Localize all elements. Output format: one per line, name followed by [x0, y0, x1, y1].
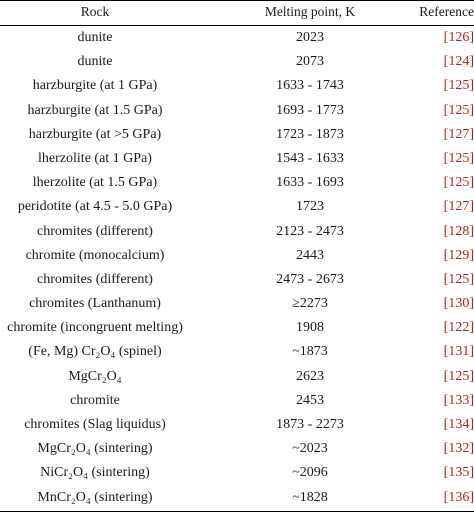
- reference-link[interactable]: [127]: [443, 126, 474, 142]
- melting-point-cell: 1873 - 2273: [276, 417, 344, 432]
- table-row: [0, 195, 474, 219]
- reference-link[interactable]: [133]: [443, 392, 474, 408]
- table-body: [0, 26, 474, 510]
- melting-point-cell: ~2096: [292, 465, 328, 481]
- melting-point-cell: ≥2273: [292, 296, 328, 312]
- melting-point-cell: 2073: [296, 54, 324, 70]
- table-row: [0, 340, 474, 364]
- rock-cell: harzburgite (at 1.5 GPa): [27, 102, 163, 118]
- melting-point-cell: 2623: [296, 368, 324, 384]
- rock-cell: chromite: [70, 392, 120, 408]
- table-row: [0, 74, 474, 98]
- reference-link[interactable]: [125]: [443, 102, 474, 118]
- melting-point-cell: 1693 - 1773: [276, 102, 344, 118]
- table-row: [0, 147, 474, 171]
- rock-cell: harzburgite (at 1 GPa): [32, 78, 158, 94]
- melting-point-cell: 1723: [296, 199, 324, 215]
- rock-cell: MgCr₂O₄: [68, 368, 122, 384]
- melting-point-cell: 1633 - 1693: [276, 175, 344, 191]
- reference-link[interactable]: [135]: [443, 465, 474, 481]
- table-row: [0, 99, 474, 123]
- rock-cell: (Fe, Mg) Cr₂O₄ (spinel): [28, 344, 162, 360]
- table-row: [0, 437, 474, 461]
- rock-cell: chromites (different): [37, 223, 153, 239]
- reference-link[interactable]: [125]: [443, 78, 474, 94]
- reference-link[interactable]: [131]: [443, 344, 474, 360]
- table-row: [0, 244, 474, 268]
- melting-point-cell: 2123 - 2473: [276, 223, 344, 239]
- table-row: [0, 292, 474, 316]
- table-row: [0, 268, 474, 292]
- reference-link[interactable]: [130]: [443, 296, 474, 312]
- reference-link[interactable]: [136]: [443, 489, 474, 505]
- rock-cell: MgCr₂O₄ (sintering): [37, 441, 153, 457]
- melting-point-cell: 1543 - 1633: [276, 150, 344, 166]
- table-row: [0, 413, 474, 437]
- reference-link[interactable]: [134]: [443, 417, 474, 432]
- rock-cell: lherzolite (at 1.5 GPa): [32, 175, 158, 191]
- table-header: [0, 0, 474, 25]
- rock-cell: NiCr₂O₄ (sintering): [40, 465, 150, 481]
- table-row: [0, 220, 474, 244]
- reference-link[interactable]: [128]: [443, 223, 474, 239]
- header-rock: Rock: [80, 4, 110, 19]
- reference-link[interactable]: [127]: [443, 199, 474, 215]
- header-melting-point: Melting point, K: [264, 4, 356, 19]
- reference-link[interactable]: [132]: [443, 441, 474, 457]
- melting-point-cell: 1723 - 1873: [276, 126, 344, 142]
- table-row: [0, 486, 474, 510]
- reference-link[interactable]: [129]: [443, 247, 474, 263]
- table-row: [0, 50, 474, 74]
- table-row: [0, 26, 474, 50]
- reference-link[interactable]: [125]: [443, 271, 474, 287]
- melting-point-cell: ~1873: [292, 344, 328, 360]
- melting-point-cell: 1633 - 1743: [276, 78, 344, 94]
- reference-link[interactable]: [124]: [443, 54, 474, 70]
- table-row: [0, 389, 474, 413]
- table-row: [0, 461, 474, 485]
- rock-cell: peridotite (at 4.5 - 5.0 GPa): [17, 199, 173, 215]
- rock-cell: dunite: [77, 30, 113, 45]
- melting-point-cell: 1908: [296, 320, 324, 336]
- rock-cell: chromites (different): [37, 271, 153, 287]
- reference-link[interactable]: [125]: [443, 150, 474, 166]
- rock-cell: harzburgite (at >5 GPa): [28, 126, 162, 142]
- melting-point-cell: ~1828: [292, 489, 328, 505]
- header-reference: Reference: [419, 4, 474, 19]
- table-row: [0, 171, 474, 195]
- melting-point-cell: 2473 - 2673: [276, 271, 344, 287]
- table-row: [0, 123, 474, 147]
- rock-cell: dunite: [77, 54, 113, 70]
- melting-point-cell: 2453: [296, 392, 324, 408]
- rock-cell: chromite (monocalcium): [25, 247, 165, 263]
- reference-link[interactable]: [125]: [443, 368, 474, 384]
- rock-cell: chromites (Slag liquidus): [24, 417, 166, 432]
- reference-link[interactable]: [122]: [443, 320, 474, 336]
- table-row: [0, 365, 474, 389]
- rock-cell: chromites (Lanthanum): [29, 296, 161, 312]
- melting-point-cell: ~2023: [292, 441, 328, 457]
- melting-point-cell: 2443: [296, 247, 324, 263]
- table-row: [0, 316, 474, 340]
- rock-cell: MnCr₂O₄ (sintering): [37, 489, 153, 505]
- reference-link[interactable]: [125]: [443, 175, 474, 191]
- reference-link[interactable]: [126]: [443, 30, 474, 45]
- rock-cell: chromite (incongruent melting): [7, 320, 183, 336]
- rock-cell: lherzolite (at 1 GPa): [38, 150, 152, 166]
- melting-point-cell: 2023: [296, 30, 324, 45]
